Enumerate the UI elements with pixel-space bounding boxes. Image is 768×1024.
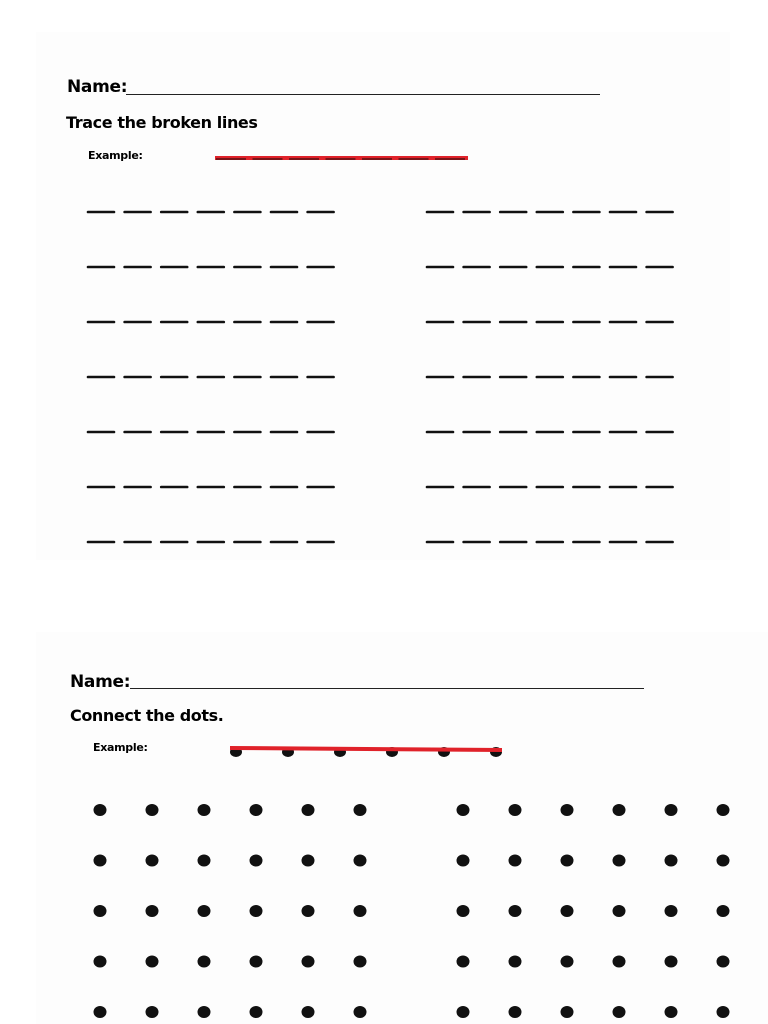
connect-dot[interactable] <box>250 855 263 867</box>
connect-dot[interactable] <box>665 804 678 816</box>
connect-dot[interactable] <box>302 905 315 917</box>
connect-dot[interactable] <box>94 1006 107 1018</box>
trace-lines-area <box>36 32 730 560</box>
connect-dot[interactable] <box>146 804 159 816</box>
connect-dot[interactable] <box>509 905 522 917</box>
connect-dot[interactable] <box>302 804 315 816</box>
connect-dot[interactable] <box>613 905 626 917</box>
connect-dot[interactable] <box>354 855 367 867</box>
connect-dot[interactable] <box>457 1006 470 1018</box>
connect-dot[interactable] <box>613 1006 626 1018</box>
connect-dot[interactable] <box>198 1006 211 1018</box>
name-label: Name: <box>67 77 128 97</box>
connect-dot[interactable] <box>198 804 211 816</box>
connect-dot[interactable] <box>146 1006 159 1018</box>
connect-dot[interactable] <box>717 1006 730 1018</box>
connect-dot[interactable] <box>613 855 626 867</box>
connect-dot[interactable] <box>717 956 730 968</box>
connect-dot[interactable] <box>302 956 315 968</box>
connect-dot[interactable] <box>613 956 626 968</box>
connect-dot[interactable] <box>302 1006 315 1018</box>
connect-dot[interactable] <box>94 855 107 867</box>
connect-dot[interactable] <box>146 956 159 968</box>
connect-dot[interactable] <box>457 804 470 816</box>
connect-dot[interactable] <box>94 905 107 917</box>
connect-dot[interactable] <box>198 905 211 917</box>
trace-lines-worksheet <box>36 32 730 560</box>
example-red-connect-line <box>230 748 502 750</box>
name-label: Name: <box>70 672 131 692</box>
connect-dot[interactable] <box>146 905 159 917</box>
connect-dot[interactable] <box>509 855 522 867</box>
connect-dot[interactable] <box>457 905 470 917</box>
connect-dot[interactable] <box>509 804 522 816</box>
example-label: Example: <box>93 741 148 754</box>
connect-dot[interactable] <box>665 855 678 867</box>
connect-dot[interactable] <box>250 1006 263 1018</box>
connect-dot[interactable] <box>354 804 367 816</box>
connect-dot[interactable] <box>457 956 470 968</box>
connect-dot[interactable] <box>509 956 522 968</box>
connect-dot[interactable] <box>561 905 574 917</box>
connect-dot[interactable] <box>561 1006 574 1018</box>
instruction-heading: Connect the dots. <box>70 706 224 725</box>
connect-dot[interactable] <box>146 855 159 867</box>
connect-dot[interactable] <box>94 956 107 968</box>
connect-dot[interactable] <box>717 905 730 917</box>
connect-dot[interactable] <box>509 1006 522 1018</box>
connect-dot[interactable] <box>354 1006 367 1018</box>
connect-dot[interactable] <box>94 804 107 816</box>
connect-dot[interactable] <box>250 905 263 917</box>
connect-dot[interactable] <box>665 1006 678 1018</box>
instruction-heading: Trace the broken lines <box>66 113 258 132</box>
connect-dot[interactable] <box>613 804 626 816</box>
connect-dots-area <box>36 632 768 1024</box>
connect-dot[interactable] <box>665 905 678 917</box>
connect-dot[interactable] <box>198 855 211 867</box>
connect-dot[interactable] <box>561 804 574 816</box>
connect-dot[interactable] <box>250 956 263 968</box>
connect-dot[interactable] <box>250 804 263 816</box>
connect-dot[interactable] <box>457 855 470 867</box>
connect-dots-worksheet <box>36 632 768 1024</box>
connect-dot[interactable] <box>354 905 367 917</box>
connect-dot[interactable] <box>717 804 730 816</box>
example-label: Example: <box>88 149 143 162</box>
connect-dot[interactable] <box>354 956 367 968</box>
connect-dot[interactable] <box>302 855 315 867</box>
connect-dot[interactable] <box>665 956 678 968</box>
connect-dot[interactable] <box>561 956 574 968</box>
connect-dot[interactable] <box>717 855 730 867</box>
connect-dot[interactable] <box>561 855 574 867</box>
connect-dot[interactable] <box>198 956 211 968</box>
